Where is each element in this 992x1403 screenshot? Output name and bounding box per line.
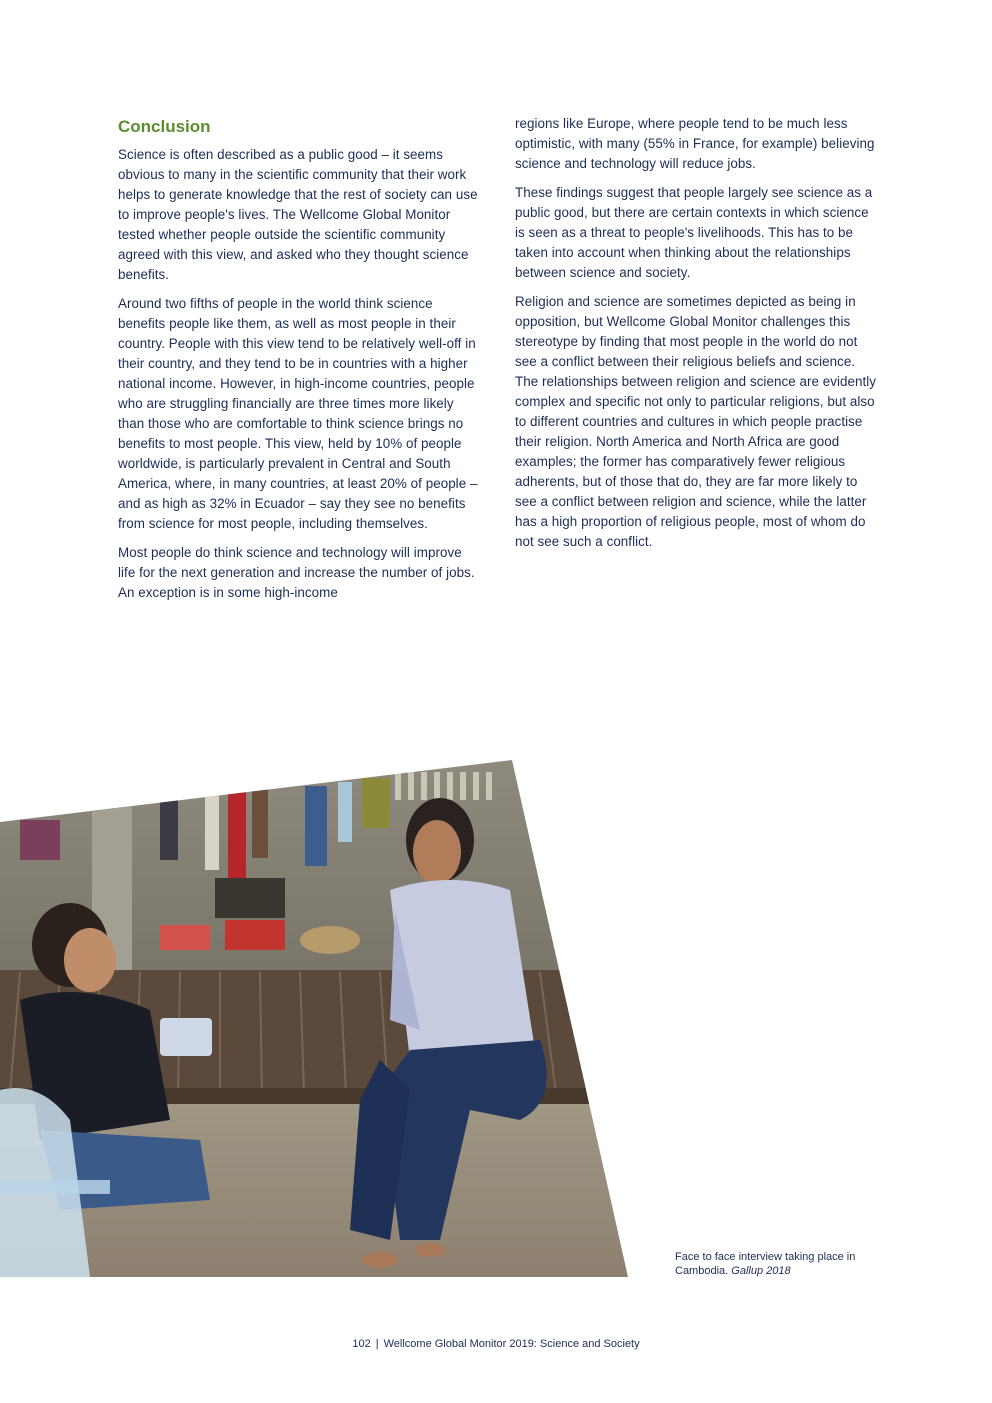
caption-text: Face to face interview taking place in Cambodia. <box>675 1251 856 1277</box>
right-paragraph-2: These findings suggest that people largely see science as a public good, but there are certain contexts in which science is seen as a threat to people's livelihoods. This has to be taken into account when thinking about the relationships between science and society. <box>515 185 873 280</box>
page-footer <box>0 1338 992 1350</box>
photo-caption <box>675 1250 905 1278</box>
interview-photo-illustration <box>0 760 628 1277</box>
section-heading: Conclusion <box>118 117 211 136</box>
footer-separator: | <box>375 1338 379 1350</box>
left-paragraph-2: Around two fifths of people in the world think science benefits people like them, as well as most people in their country. People with this view tend to be relatively well-off in their country, and they tend to be in countries with a higher national income. However, in high-income countries, people who are struggling financially are three times more likely than those who are comfortable to think science brings no benefits to most people. This view, held by 10% of people worldwide, is particularly prevalent in Central and South America, where, in many countries, at least 20% of people – and as high as 32% in Ecuador – say they see no benefits from science for most people, including themselves. <box>118 296 478 531</box>
right-column <box>515 114 880 561</box>
interview-photo <box>0 760 628 1277</box>
page-number: 102 <box>352 1338 371 1350</box>
publication-title: Wellcome Global Monitor 2019: Science and Society <box>383 1338 640 1350</box>
right-paragraph-3: Religion and science are sometimes depicted as being in opposition, but Wellcome Global Monitor challenges this stereotype by finding that most people in the world do not see a conflict between their religious beliefs and science. The relationships between religion and science are evidently complex and specific not only to particular religions, but also to different countries and cultures in which people practise their religion. North America and North Africa are good examples; the former has comparatively fewer religious adherents, but of those that do, they are far more likely to see a conflict between religion and science, while the latter has a high proportion of religious people, most of whom do not see such a conflict. <box>515 294 877 549</box>
left-column <box>118 114 480 612</box>
left-paragraph-1: Science is often described as a public good – it seems obvious to many in the scientific community that their work helps to generate knowledge that the rest of society can use to improve people's lives. The Wellcome Global Monitor tested whether people outside the scientific community agreed with this view, and asked who they thought science benefits. <box>118 147 478 282</box>
caption-credit: Gallup 2018 <box>731 1265 791 1277</box>
left-paragraph-3: Most people do think science and technology will improve life for the next generation and increase the number of jobs. An exception is in some high-income <box>118 545 475 600</box>
right-paragraph-1: regions like Europe, where people tend to be much less optimistic, with many (55% in France, for example) believing science and technology will reduce jobs. <box>515 116 875 171</box>
